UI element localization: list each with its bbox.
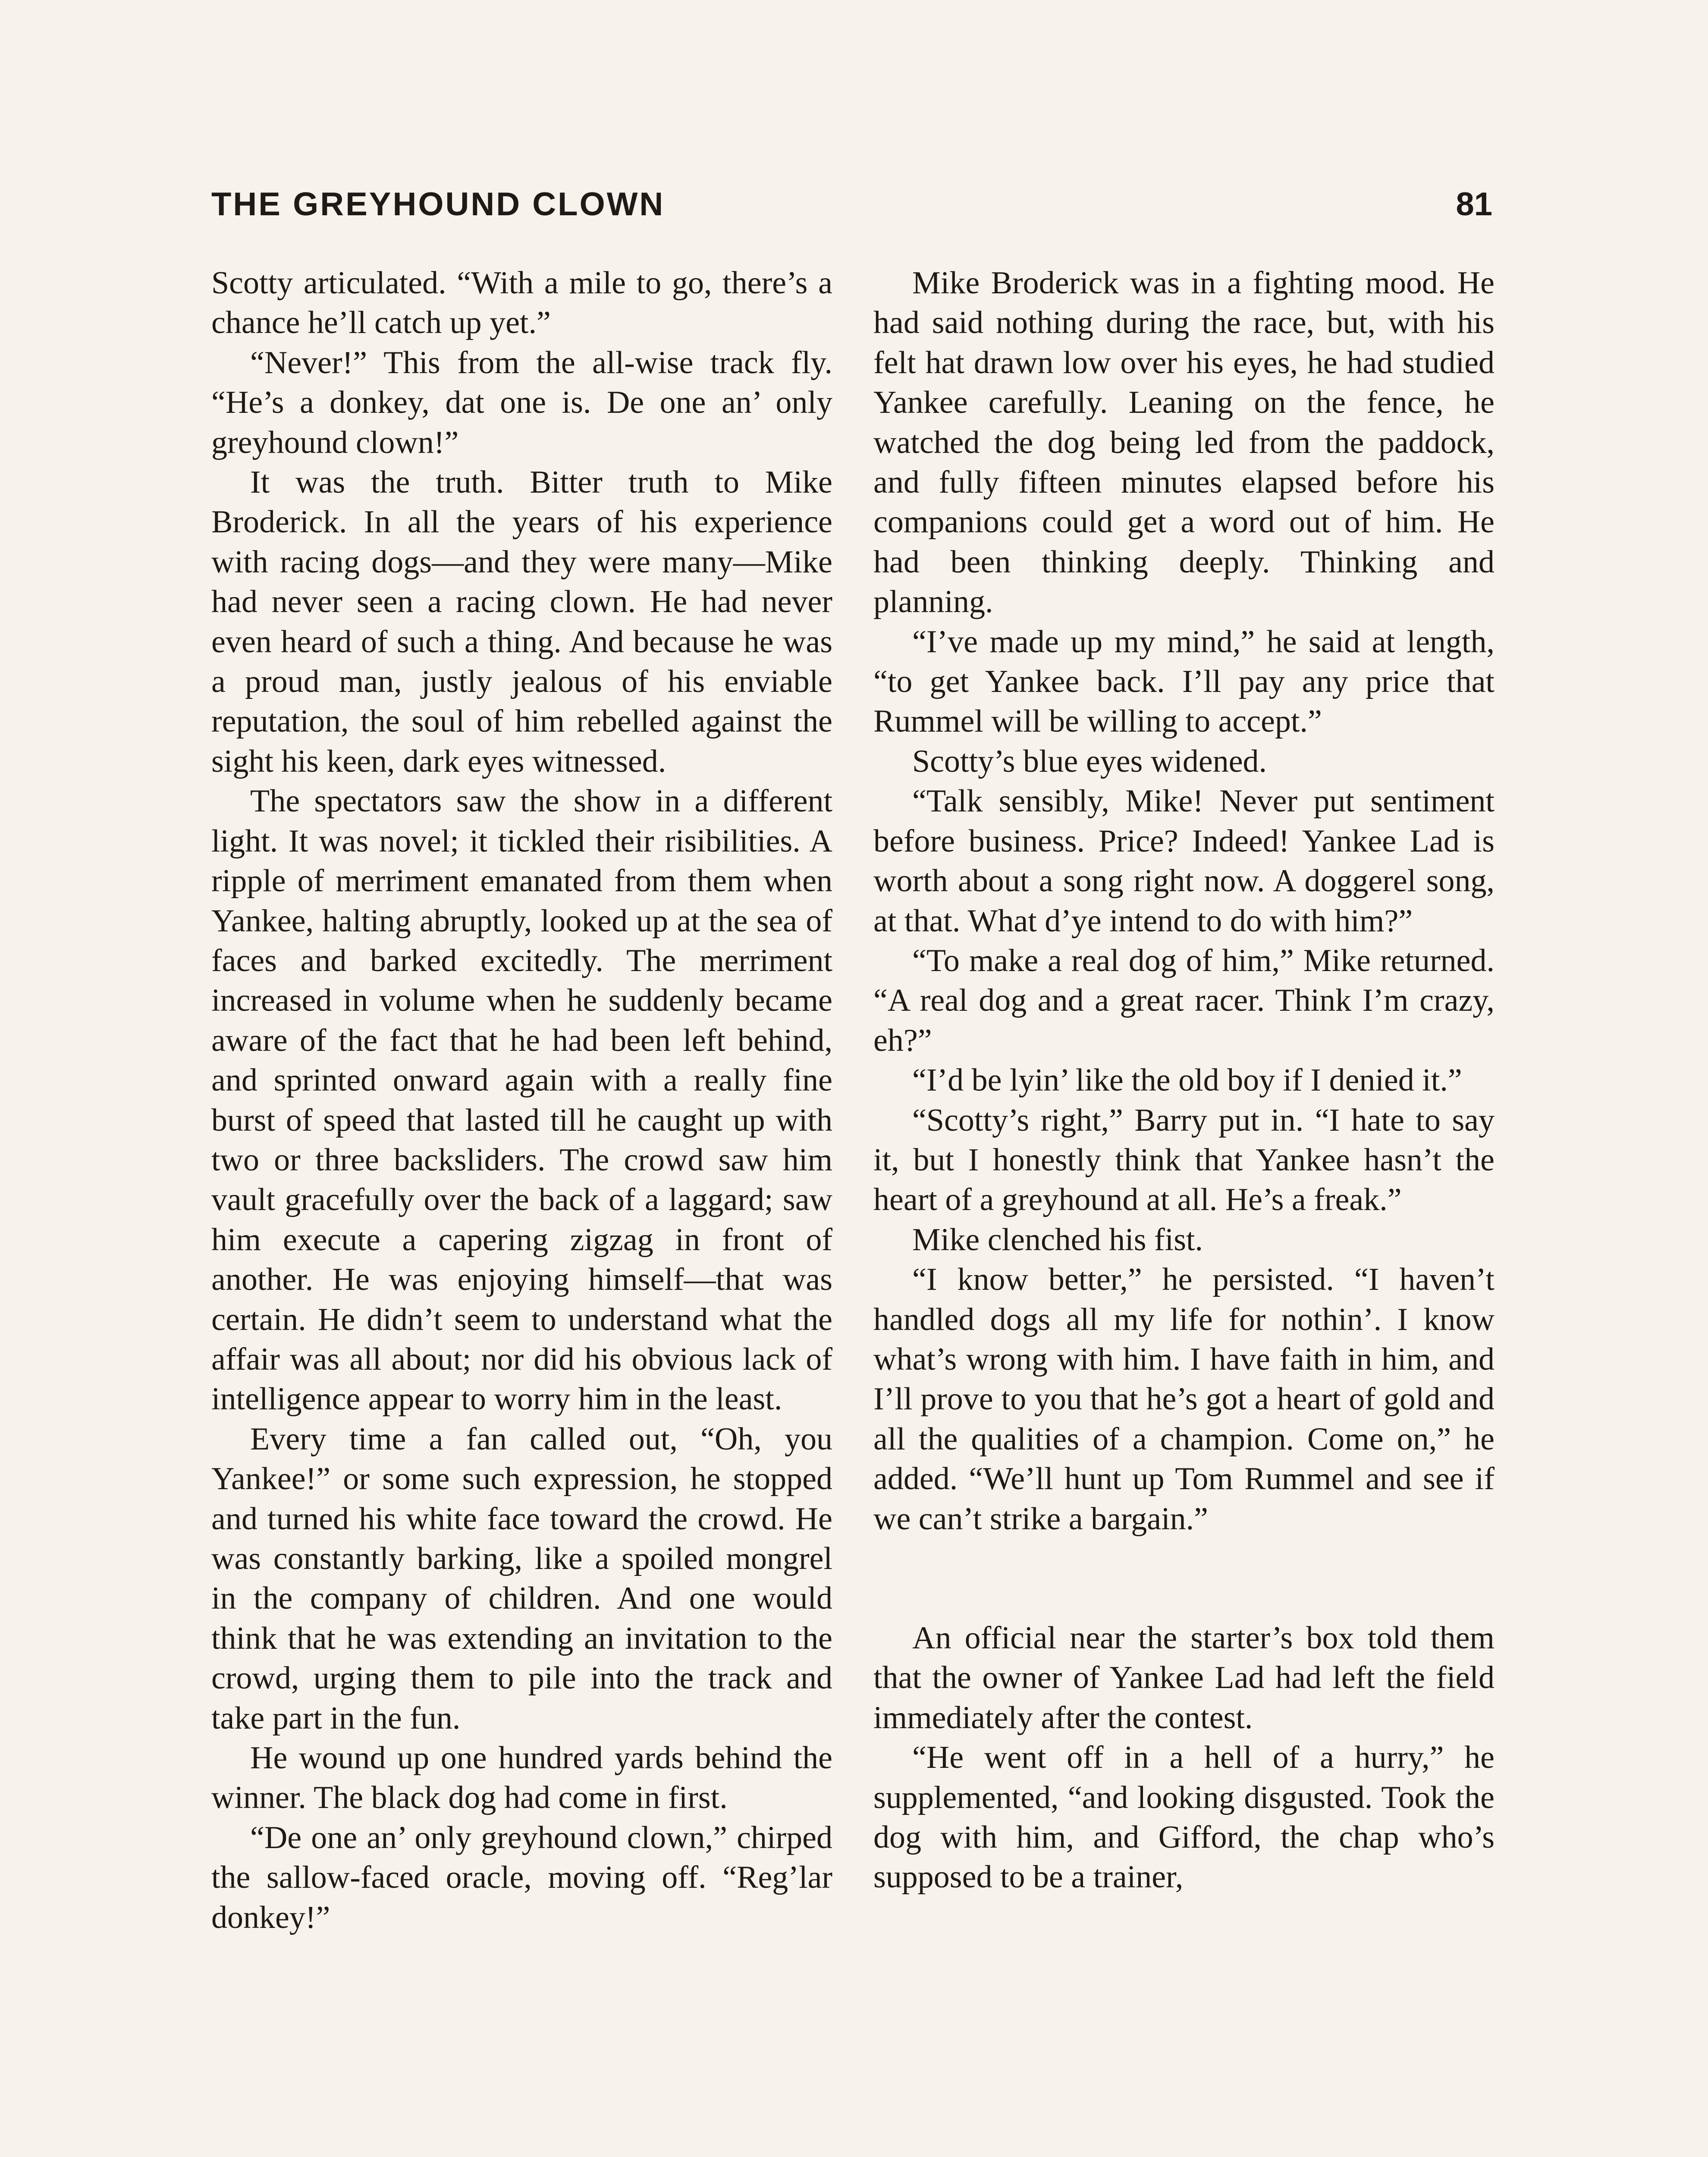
paragraph: “De one an’ only greyhound clown,” chirped the sallow-faced oracle, moving off. “Reg’lar donkey!” bbox=[211, 1820, 832, 1935]
paragraph: “I know better,” he persisted. “I haven’t handled dogs all my life for nothin’. I know what’s wrong with him. I have faith in him, and I’ll prove to you that he’s got a heart of gold and all the qualities of a champion. Come on,” he added. “We’ll hunt up Tom Rummel and see if we can’t strike a bargain.” bbox=[873, 1262, 1494, 1537]
paragraph: Mike clenched his fist. bbox=[912, 1222, 1203, 1258]
paragraph: “He went off in a hell of a hurry,” he supplemented, “and looking disgusted. Took the dog with him, and Gifford, the chap who’s supposed to be a trainer, bbox=[873, 1740, 1494, 1895]
paragraph: “I’d be lyin’ like the old boy if I denied it.” bbox=[912, 1063, 1462, 1098]
right-column bbox=[873, 263, 1494, 1897]
page-header bbox=[211, 186, 1492, 233]
paragraph: Mike Broderick was in a fighting mood. He had said nothing during the race, but, with his felt hat drawn low over his eyes, he had studied Yankee carefully. Leaning on the fence, he watched the dog being led from the paddock, and fully fifteen minutes elapsed before his companions could get a word out of him. He had been thinking deeply. Thinking and planning. bbox=[873, 265, 1494, 620]
paragraph: Scotty’s blue eyes widened. bbox=[912, 743, 1267, 779]
paragraph: “To make a real dog of him,” Mike returned. “A real dog and a great racer. Think I’m crazy, eh?” bbox=[873, 943, 1494, 1058]
paragraph: Scotty articulated. “With a mile to go, there’s a chance he’ll catch up yet.” bbox=[211, 265, 832, 341]
paragraph: “Never!” This from the all-wise track fly. “He’s a donkey, dat one is. De one an’ only greyhound clown!” bbox=[211, 345, 832, 460]
page-number: 81 bbox=[1456, 186, 1492, 223]
paragraph: “I’ve made up my mind,” he said at length, “to get Yankee back. I’ll pay any price that Rummel will be willing to accept.” bbox=[873, 624, 1494, 739]
paragraph: Every time a fan called out, “Oh, you Yankee!” or some such expression, he stopped and turned his white face toward the crowd. He was constantly barking, like a spoiled mongrel in the company of children. And one would think that he was extending an invitation to the crowd, urging them to pile into the track and take part in the fun. bbox=[211, 1421, 832, 1736]
paragraph: “Talk sensibly, Mike! Never put sentiment before business. Price? Indeed! Yankee Lad is worth about a song right now. A doggerel song, at that. What d’ye intend to do with him?” bbox=[873, 783, 1494, 939]
left-column bbox=[211, 263, 832, 1937]
paragraph: “Scotty’s right,” Barry put in. “I hate to say it, but I honestly think that Yankee hasn’t the heart of a greyhound at all. He’s a freak.” bbox=[873, 1102, 1494, 1218]
paragraph: The spectators saw the show in a different light. It was novel; it tickled their risibilities. A ripple of merriment emanated from them when Yankee, halting abruptly, looked up at the sea of faces and barked excitedly. The merriment increased in volume when he suddenly became aware of the fact that he had been left behind, and sprinted onward again with a really fine burst of speed that lasted till he caught up with two or three backsliders. The crowd saw him vault gracefully over the back of a laggard; saw him execute a capering zigzag in front of another. He was enjoying himself—that was certain. He didn’t seem to understand what the affair was all about; nor did his obvious lack of intelligence appear to worry him in the least. bbox=[211, 783, 832, 1417]
paragraph: It was the truth. Bitter truth to Mike Broderick. In all the years of his experience with racing dogs—and they were many—Mike had never seen a racing clown. He had never even heard of such a thing. And because he was a proud man, justly jealous of his enviable reputation, the soul of him rebelled against the sight his keen, dark eyes witnessed. bbox=[211, 465, 832, 779]
running-title: THE GREYHOUND CLOWN bbox=[211, 186, 665, 223]
paragraph: He wound up one hundred yards behind the winner. The black dog had come in first. bbox=[211, 1740, 832, 1816]
paragraph: An official near the starter’s box told them that the owner of Yankee Lad had left the field immediately after the contest. bbox=[873, 1620, 1494, 1736]
